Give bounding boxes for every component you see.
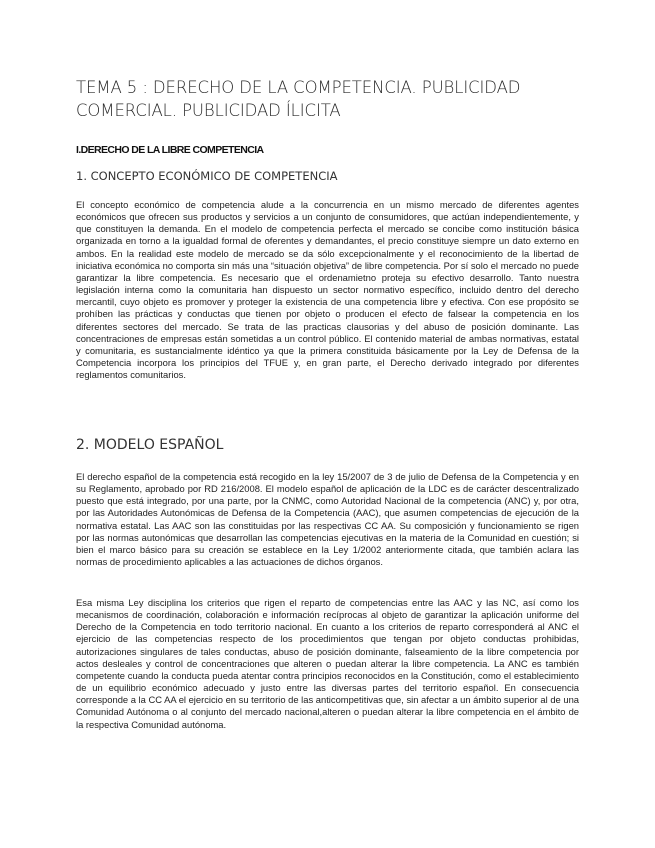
paragraph-concepto: El concepto económico de competencia alude a la concurrencia en un mismo mercado de diferentes agentes económicos que ofrecen sus productos y servicios a un conjunto de consumidores, que actúan independientemente, y que constituyen la demanda. En el modelo de competencia perfecta el mercado se concibe como institución básica organizada en torno a la igualdad formal de oferentes y demandantes, el precio constituye siempre un dato externo en ambos. En la realidad este modelo de mercado se da sólo excepcionalmente y el reconocimiento de la libertad de iniciativa económica no comporta sin más una “situación objetiva” de libre competencia. Por sí solo el mercado no puede garantizar la libre competencia. Es necesario que el ordenamietno proteja su efectivo desarrollo. Tanto nuestra legislación interna como la comunitaria han dispuesto un sector normativo específico, incluido dentro del derecho mercantil, cuyo objeto es promover y proteger la existencia de una competencia libre y efectiva. Con ese propósito se prohíben las prácticas y conductas que tienen por objeto o producen el efecto de falsear la competencia en los diferentes sectores del mercado. Se trata de las practicas clausorias y del abuso de posición dominante. Las concentraciones de empresas están sometidas a un control público. El contenido material de ambas normativas, estatal y comunitaria, es sustancialmente idéntico ya que la primera constituida básicamente por la Ley de Defensa de la Competencia incorpora los principios del TFUE y, en gran parte, el Derecho derivado integrado por diferentes reglamentos comunitarios.: [76, 199, 579, 381]
page-title: TEMA 5 : DERECHO DE LA COMPETENCIA. PUBLICIDAD COMERCIAL. PUBLICIDAD ÍLICITA: [76, 78, 521, 120]
section-heading: I.DERECHO DE LA LIBRE COMPETENCIA: [76, 144, 264, 156]
paragraph-modelo-2: Esa misma Ley disciplina los criterios que rigen el reparto de competencias entre las AAC y las NC, así como los mecanismos de coordinación, colaboración e información recíprocas al objeto de garantizar la aplicación uniforme del Derecho de la Competencia en todo territorio nacional. En cuanto a los criterios de reparto corresponderá al ANC el ejercicio de las competencias respecto de los procedimientos que tengan por objeto conductas prohibidas, autorizaciones singulares de tales conductas, abuso de posición dominante, falseamiento de la libre competencia por actos desleales y control de concentraciones que alteren o puedan alterar la libre competencia. La ANC es también competente cuando la conducta pueda atentar contra principios reconocidos en la Constitución, como el establecimiento de un equilibrio económico adecuado y justo entre las diversas partes del territorio español. En consecuencia corresponde a la CC AA el ejercicio en su territorio de las anticompetitivas que, sin afectar a un ámbito superior al de una Comunidad Autónoma o al conjunto del mercado nacional,alteren o puedan alterar la libre competencia en el ámbito de la respectiva Comunidad autónoma.: [76, 597, 579, 730]
paragraph-modelo-1: El derecho español de la competencia está recogido en la ley 15/2007 de 3 de julio de Defensa de la Competencia y en su Reglamento, aprobado por RD 216/2008. El modelo español de aplicación de la LDC es de carácter descentralizado puesto que está integrado, por una parte, por la CNMC, como Autoridad Nacional de la competencia (ANC) y, por otra, por las Autoridades Autonómicas de Defensa de la Competencia (AAC), que asumen competencias de ejecución de la normativa estatal. Las AAC son las constituidas por las respectivas CC AA. Su composición y funcionamiento se rigen por las normas autonómicas que desarrollan las competencias ejecutivas en la materia de la Comunidad en cuestión; si bien el marco básico para su creación se establece en la Ley 1/2002 anteriormente citada, que también aclara las normas de procedimiento aplicables a las actuaciones de dichos órganos.: [76, 471, 579, 568]
subsection-heading-modelo: 2. MODELO ESPAÑOL: [76, 437, 224, 453]
subsection-heading-concepto: 1. CONCEPTO ECONÓMICO DE COMPETENCIA: [76, 169, 338, 183]
